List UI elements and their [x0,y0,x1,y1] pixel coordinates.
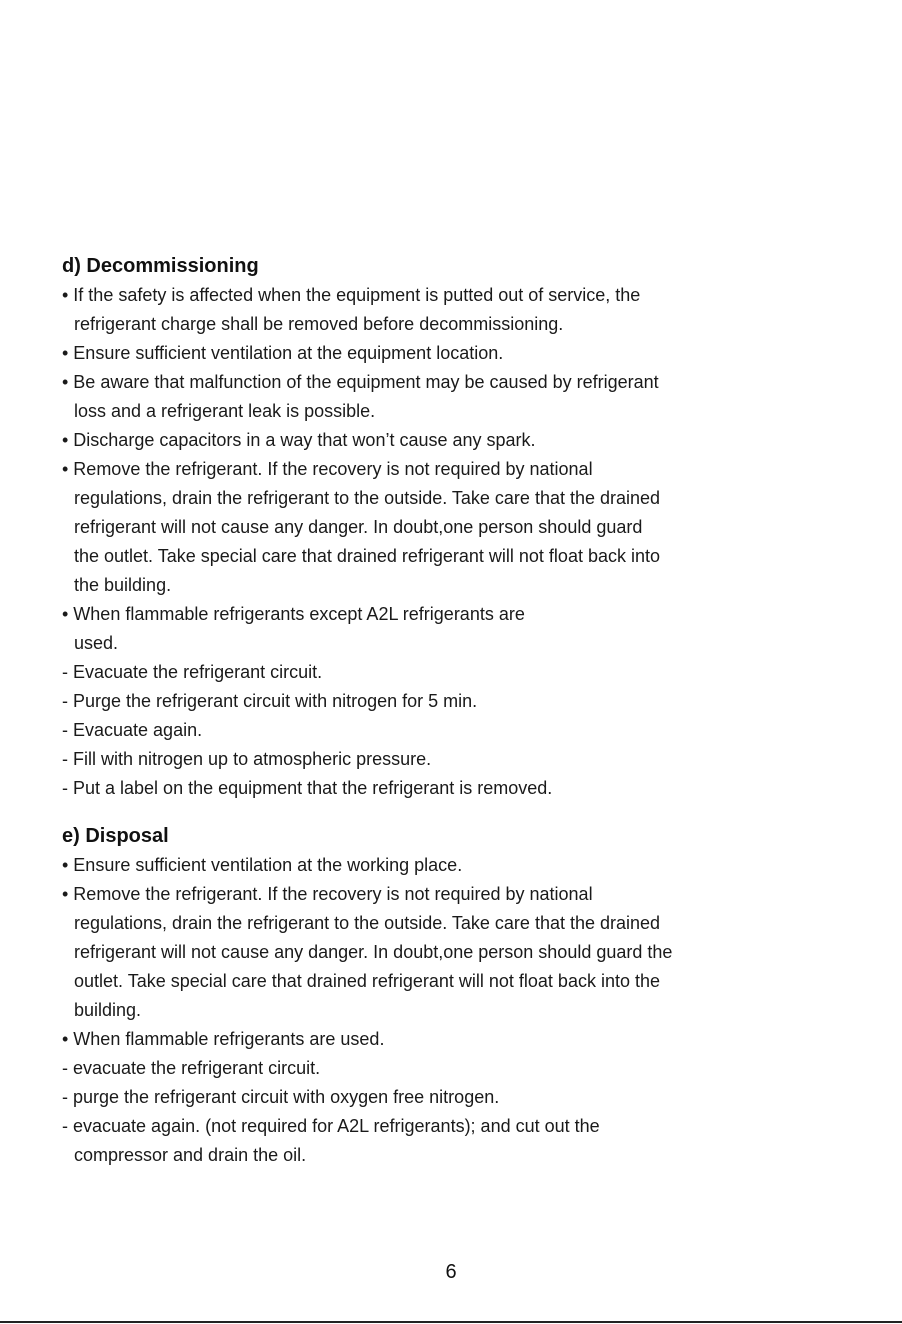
text-line: • Remove the refrigerant. If the recovery is not required by national [62,884,593,904]
text-line: • Ensure sufficient ventilation at the equipment location. [62,343,504,363]
section-disposal [62,822,862,1170]
text-line: used. [74,633,119,653]
text-line: • Be aware that malfunction of the equipment may be caused by refrigerant [62,372,659,392]
text-line: refrigerant will not cause any danger. In doubt,one person should guard the [74,942,673,962]
text-line: the building. [74,575,172,595]
text-line: - Fill with nitrogen up to atmospheric pressure. [62,749,432,769]
text-line: - Evacuate again. [62,720,203,740]
section-decommissioning [62,252,862,803]
text-line: • When flammable refrigerants are used. [62,1029,385,1049]
text-line: - evacuate the refrigerant circuit. [62,1058,321,1078]
text-line: • If the safety is affected when the equipment is putted out of service, the [62,285,641,305]
bottom-rule [0,1321,902,1323]
text-line: regulations, drain the refrigerant to the outside. Take care that the drained [74,913,661,933]
text-line: loss and a refrigerant leak is possible. [74,401,376,421]
text-line: compressor and drain the oil. [74,1145,307,1165]
text-line: - Evacuate the refrigerant circuit. [62,662,323,682]
text-line: outlet. Take special care that drained refrigerant will not float back into the [74,971,661,991]
text-line: • Remove the refrigerant. If the recovery is not required by national [62,459,593,479]
text-line: - evacuate again. (not required for A2L refrigerants); and cut out the [62,1116,600,1136]
text-line: building. [74,1000,142,1020]
text-line: - purge the refrigerant circuit with oxygen free nitrogen. [62,1087,500,1107]
text-line: regulations, drain the refrigerant to the outside. Take care that the drained [74,488,661,508]
text-line: • Ensure sufficient ventilation at the working place. [62,855,463,875]
page-number: 6 [445,1261,457,1283]
section-heading-disposal: e) Disposal [62,825,169,847]
text-line: refrigerant charge shall be removed before decommissioning. [74,314,564,334]
text-line: • When flammable refrigerants except A2L refrigerants are [62,604,525,624]
text-line: - Purge the refrigerant circuit with nitrogen for 5 min. [62,691,478,711]
text-line: • Discharge capacitors in a way that won’t cause any spark. [62,430,536,450]
section-heading-decommissioning: d) Decommissioning [62,255,259,277]
text-line: - Put a label on the equipment that the refrigerant is removed. [62,778,553,798]
text-line: the outlet. Take special care that drained refrigerant will not float back into [74,546,661,566]
text-line: refrigerant will not cause any danger. In doubt,one person should guard [74,517,643,537]
